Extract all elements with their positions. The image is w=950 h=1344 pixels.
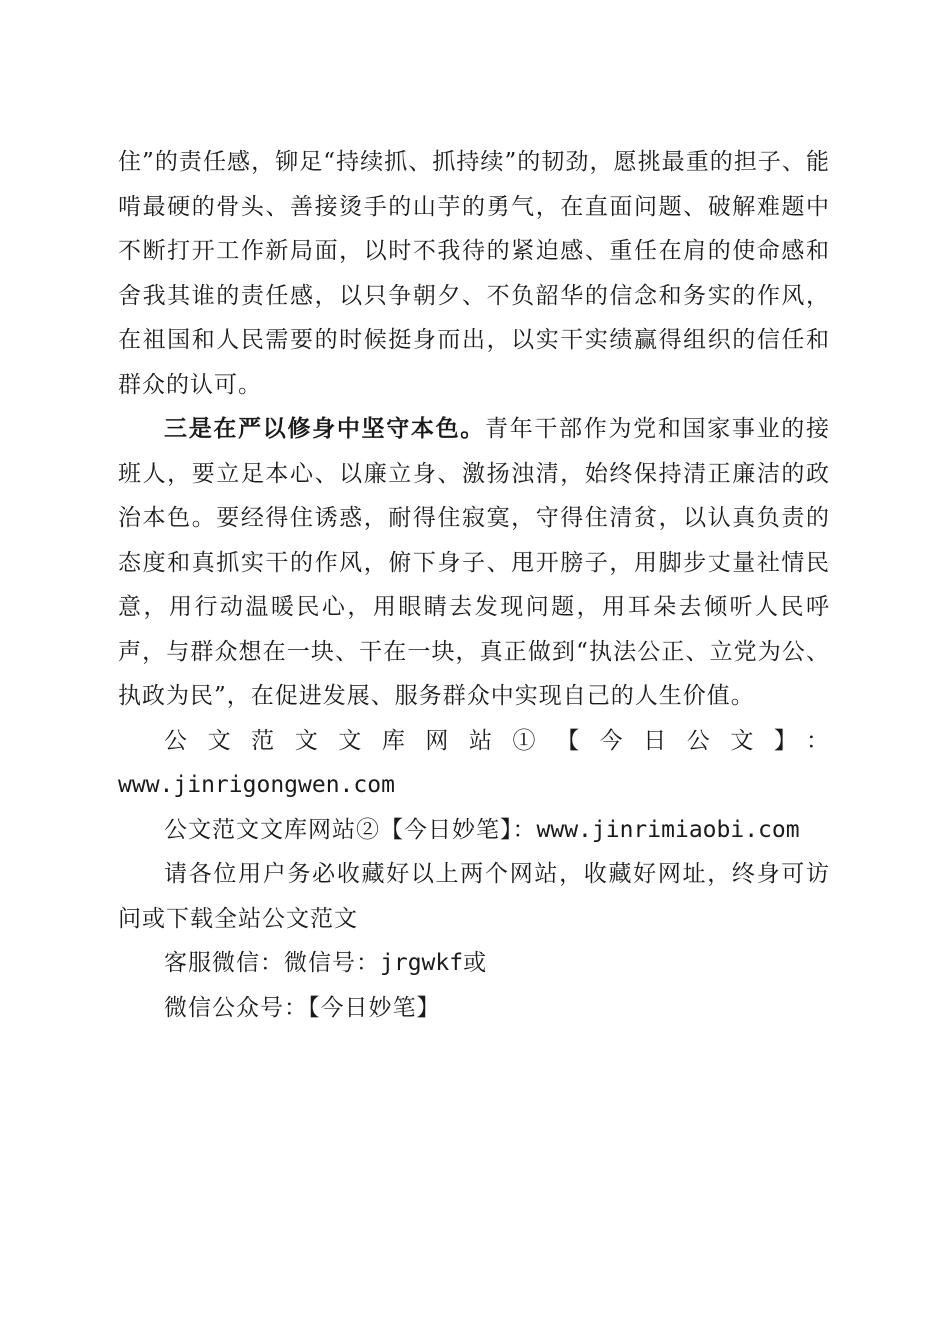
bookmark-notice-text: 请各位用户务必收藏好以上两个网站，收藏好网址，终身可访问或下载全站公文范文	[118, 861, 830, 932]
site-two-label: 公文范文文库网站②【今日妙笔】：	[164, 816, 537, 843]
bookmark-notice	[118, 852, 830, 941]
site-one-label: 公文范文文库网站①【今日公文】：	[164, 727, 830, 754]
section-heading: 三是在严以修身中坚守本色。	[164, 415, 485, 442]
site-one-url-line	[118, 763, 830, 808]
wechat-label: 客服微信：微信号：	[164, 950, 380, 976]
site-one-label-line	[118, 719, 830, 764]
paragraph-continuation	[118, 140, 830, 407]
official-account-line	[118, 986, 830, 1031]
paragraph-section-three	[118, 407, 830, 719]
paragraph-text: 住”的责任感，铆足“持续抓、抓持续”的韧劲，愿挑最重的担子、能啃最硬的骨头、善接烫手的山芋的勇气，在直面问题、破解难题中不断打开工作新局面，以时不我待的紧迫感、重任在肩的使命感和舍我其谁的责任感，以只争朝夕、不负韶华的信念和务实的作风，在祖国和人民需要的时候挺身而出，以实干实绩赢得组织的信任和群众的认可。	[118, 149, 830, 398]
official-account-text: 微信公众号：【今日妙笔】	[164, 994, 441, 1021]
site-one-url[interactable]: www.jinrigongwen.com	[118, 772, 395, 798]
wechat-or: 或	[463, 950, 488, 976]
document-body	[118, 140, 830, 1030]
site-two-url[interactable]: www.jinrimiaobi.com	[536, 816, 800, 843]
site-two-line	[118, 808, 830, 853]
wechat-line	[118, 941, 830, 986]
wechat-id: jrgwkf	[380, 950, 464, 976]
paragraph-text: 青年干部作为党和国家事业的接班人，要立足本心、以廉立身、激扬浊清，始终保持清正廉洁的政治本色。要经得住诱惑，耐得住寂寞，守得住清贫，以认真负责的态度和真抓实干的作风，俯下身子、甩开膀子，用脚步丈量社情民意，用行动温暖民心，用眼睛去发现问题，用耳朵去倾听人民呼声，与群众想在一块、干在一块，真正做到“执法公正、立党为公、执政为民”，在促进发展、服务群众中实现自己的人生价值。	[118, 416, 830, 709]
